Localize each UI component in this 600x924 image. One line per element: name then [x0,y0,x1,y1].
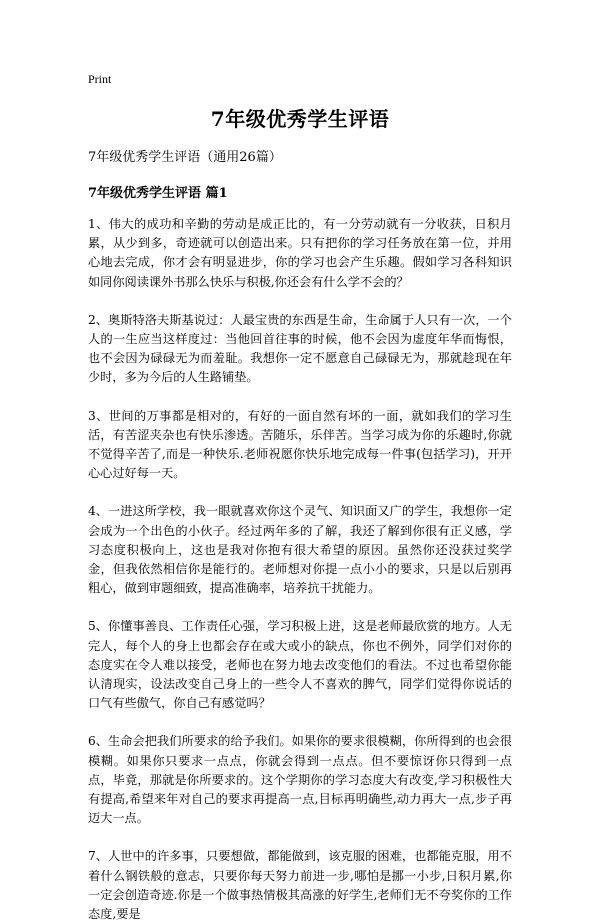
comment-paragraph-1: 1、伟大的成功和辛勤的劳动是成正比的，有一分劳动就有一分收获，日积月累，从少到多，奇迹就可以创造出来。只有把你的学习任务放在第一位，并用心地去完成，你才会有明显进步，你的学习也会产生乐趣。假如学习各科知识如同你阅读课外书那么快乐与积极,你还会有什么学不会的？ [88,217,512,289]
section-heading: 7年级优秀学生评语 篇1 [88,186,228,201]
comment-paragraph-7: 7、人世中的许多事，只要想做，都能做到，该克服的困难，也都能克服，用不着什么钢铁般的意志，只要你每天努力前进一步,哪怕是挪一小步,日积月累,你一定会创造奇迹.你是一个做事热情极其高涨的好学生,老师们无不夸奖你的工作态度,要是 [88,849,512,922]
print-link[interactable]: Print [88,72,112,86]
comment-paragraph-5: 5、你懂事善良、工作责任心强，学习积极上进，这是老师最欣赏的地方。人无完人，每个人的身上也都会存在或大或小的缺点，你也不例外，同学们对你的态度实在令人难以接受，老师也在努力地去改变他们的看法。不过也希望你能认清现实，设法改变自己身上的一些令人不喜欢的脾气，同学们觉得你说话的口气有些傲气，你自己有感觉吗？ [88,619,512,711]
comment-paragraph-2: 2、奥斯特洛夫斯基说过：人最宝贵的东西是生命，生命属于人只有一次，一个人的一生应当这样度过：当他回首往事的时候，他不会因为虚度年华而悔恨，也不会因为碌碌无为而羞耻。我想你一定不愿意自己碌碌无为，那就趁现在年少时，多为今后的人生路铺垫。 [88,312,512,385]
comment-paragraph-4: 4、一进这所学校，我一眼就喜欢你这个灵气、知识面又广的学生，我想你一定会成为一个出色的小伙子。经过两年多的了解，我还了解到你很有正义感，学习态度积极向上，这也是我对你抱有很大希望的原因。虽然你还没获过奖学金，但我依然相信你是能行的。老师想对你提一点小小的要求，只是以后别再粗心，做到审题细致，提高准确率，培养抗干扰能力。 [88,504,512,596]
comment-paragraph-3: 3、世间的万事都是相对的，有好的一面自然有坏的一面，就如我们的学习生活，有苦涩夹杂也有快乐渗透。苦随乐，乐伴苦。当学习成为你的乐趣时,你就不觉得辛苦了,而是一种快乐.老师祝愿你快乐地完成每一件事(包括学习)，开开心心过好每一天。 [88,408,512,481]
comment-paragraph-6: 6、生命会把我们所要求的给予我们。如果你的要求很模糊，你所得到的也会很模糊。如果你只要求一点点，你就会得到一点点。但不要惊讶你只得到一点点，毕竟，那就是你所要求的。这个学期你的学习态度大有改变,学习积极性大有提高,希望来年对自己的要求再提高一点,目标再明确些,动力再大一点,步子再迈大一点。 [88,734,512,826]
document-subtitle: 7年级优秀学生评语（通用26篇） [88,150,282,165]
page-title: 7年级优秀学生评语 [210,107,390,131]
